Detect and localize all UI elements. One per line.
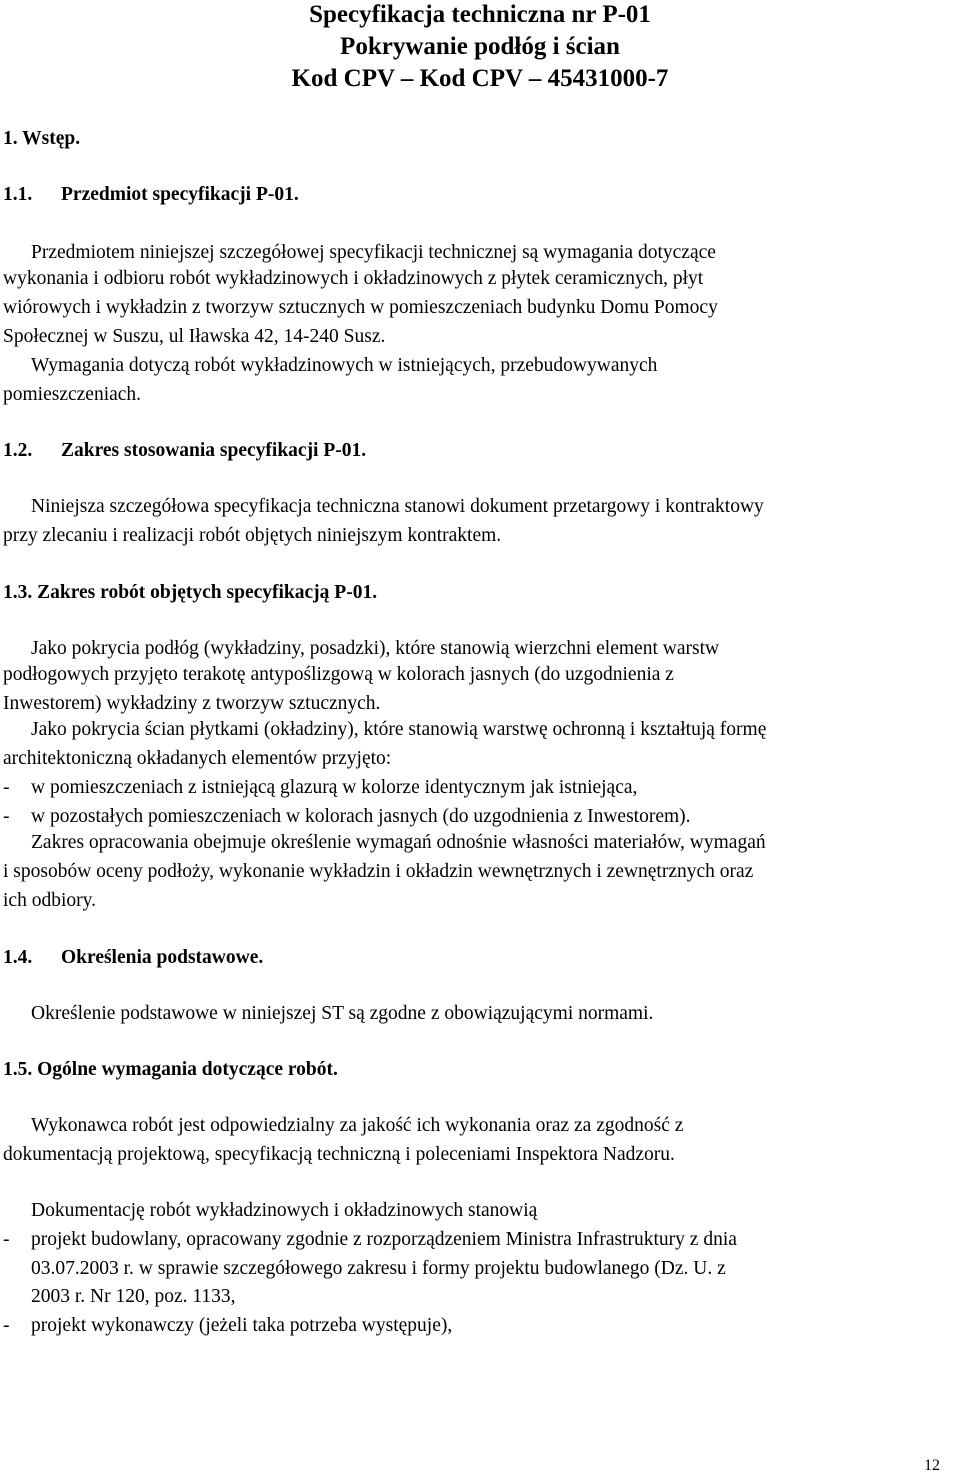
section-title: Zakres stosowania specyfikacji P-01. [61, 440, 367, 461]
paragraph-line: Jako pokrycia podłóg (wykładziny, posadzki), które stanowią wierzchni element warstw [31, 638, 720, 659]
section-1-heading: 1. Wstęp. [3, 128, 81, 149]
list-marker: - [3, 806, 10, 827]
section-1-2-heading [3, 438, 366, 464]
section-number: 1.2. [3, 440, 33, 461]
paragraph-line: Wymagania dotyczą robót wykładzinowych w istniejących, przebudowywanych [31, 355, 658, 376]
section-1-4-heading [3, 945, 263, 971]
paragraph-line: przy zlecaniu i realizacji robót objętych niniejszym kontraktem. [3, 525, 502, 546]
section-number: 1.1. [3, 184, 33, 205]
list-marker: - [3, 777, 10, 798]
section-number: 1.4. [3, 947, 33, 968]
list-item: - w pomieszczeniach z istniejącą glazurą w kolorze identycznym jak istniejąca, [3, 775, 637, 801]
doc-title: Specyfikacja techniczna nr P-01 [309, 1, 651, 28]
list-item: - projekt wykonawczy (jeżeli taka potrzeba występuje), [3, 1313, 452, 1339]
section-1-1-heading [3, 182, 299, 208]
list-item: - w pozostałych pomieszczeniach w kolorach jasnych (do uzgodnienia z Inwestorem). [3, 804, 691, 830]
paragraph-line: podłogowych przyjęto terakotę antypoślizgową w kolorach jasnych (do uzgodnienia z [3, 664, 674, 685]
page-number: 12 [924, 1457, 940, 1474]
paragraph-line: wykonania i odbioru robót wykładzinowych i okładzinowych z płytek ceramicznych, płyt [3, 268, 704, 289]
paragraph-line: Niniejsza szczegółowa specyfikacja techniczna stanowi dokument przetargowy i kontraktowy [31, 496, 764, 517]
paragraph-line: Wykonawca robót jest odpowiedzialny za jakość ich wykonania oraz za zgodność z [31, 1115, 684, 1136]
paragraph-line: Przedmiotem niniejszej szczegółowej specyfikacji technicznej są wymagania dotyczące [31, 242, 716, 263]
section-1-5-heading: 1.5. Ogólne wymagania dotyczące robót. [3, 1059, 338, 1080]
paragraph-line: architektoniczną okładanych elementów przyjęto: [3, 748, 392, 769]
paragraph-line: dokumentacją projektową, specyfikacją techniczną i poleceniami Inspektora Nadzoru. [3, 1144, 675, 1165]
list-marker: - [3, 1229, 10, 1250]
section-title: Przedmiot specyfikacji P-01. [61, 184, 299, 205]
paragraph-line: Zakres opracowania obejmuje określenie wymagań odnośnie własności materiałów, wymagań [31, 832, 766, 853]
section-title: Określenia podstawowe. [61, 947, 264, 968]
section-1-3-heading: 1.3. Zakres robót objętych specyfikacją P-01. [3, 582, 378, 603]
paragraph-line: pomieszczeniach. [3, 384, 142, 405]
list-item-continuation: 2003 r. Nr 120, poz. 1133, [31, 1286, 236, 1307]
doc-subtitle: Pokrywanie podłóg i ścian [340, 33, 620, 60]
paragraph-line: Dokumentację robót wykładzinowych i okładzinowych stanowią [31, 1200, 538, 1221]
paragraph-line: Określenie podstawowe w niniejszej ST są zgodne z obowiązującymi normami. [31, 1003, 654, 1024]
list-marker: - [3, 1315, 10, 1336]
paragraph-line: Inwestorem) wykładziny z tworzyw sztucznych. [3, 693, 381, 714]
paragraph-line: wiórowych i wykładzin z tworzyw sztucznych w pomieszczeniach budynku Domu Pomocy [3, 297, 718, 318]
paragraph-line: i sposobów oceny podłoży, wykonanie wykładzin i okładzin wewnętrznych i zewnętrznych oraz [3, 861, 754, 882]
doc-cpv-code: Kod CPV – Kod CPV – 45431000-7 [291, 65, 669, 92]
list-item-continuation: 03.07.2003 r. w sprawie szczegółowego zakresu i formy projektu budowlanego (Dz. U. z [31, 1258, 726, 1279]
paragraph-line: ich odbiory. [3, 890, 96, 911]
list-item: - projekt budowlany, opracowany zgodnie z rozporządzeniem Ministra Infrastruktury z dnia [3, 1227, 737, 1253]
paragraph-line: Społecznej w Suszu, ul Iławska 42, 14-240 Susz. [3, 326, 386, 347]
paragraph-line: Jako pokrycia ścian płytkami (okładziny), które stanowią warstwę ochronną i kształtują formę [31, 719, 767, 740]
